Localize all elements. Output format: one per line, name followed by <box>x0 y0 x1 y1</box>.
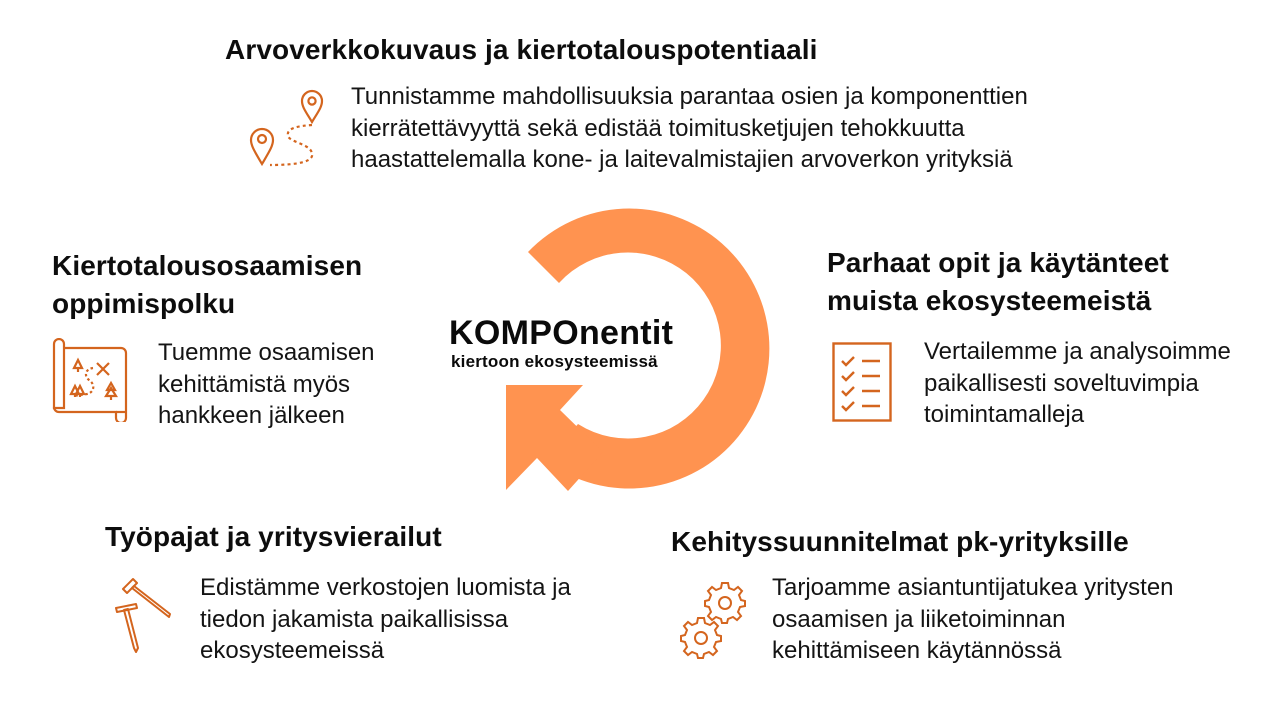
center-logo <box>449 314 673 372</box>
section-bottom-right-line: osaamisen ja liiketoiminnan <box>772 605 1066 633</box>
checklist-icon <box>832 342 892 422</box>
section-top-line: Tunnistamme mahdollisuuksia parantaa osien ja komponenttien <box>351 83 1028 110</box>
section-bottom-right-body <box>772 572 1174 667</box>
section-left-heading-line: oppimispolku <box>52 288 236 319</box>
section-bottom-right-heading: Kehityssuunnitelmat pk-yrityksille <box>671 526 1129 557</box>
section-top-line: haastattelemalla kone- ja laitevalmistajien arvoverkon yrityksiä <box>351 146 1013 173</box>
section-right-heading <box>827 244 1169 320</box>
section-top-body <box>351 81 1028 176</box>
section-left-body <box>158 337 375 432</box>
section-bottom-left-line: tiedon jakamista paikallisissa <box>200 605 509 633</box>
center-subtitle: kiertoon ekosysteemissä <box>451 352 658 371</box>
section-bottom-left-heading: Työpajat ja yritysvierailut <box>105 521 442 552</box>
section-top-heading: Arvoverkkokuvaus ja kiertotalouspotentiaali <box>225 34 818 65</box>
map-pin-route-icon <box>246 86 330 172</box>
section-right-body <box>924 336 1231 431</box>
section-bottom-left-line: Edistämme verkostojen luomista ja <box>200 574 571 601</box>
pins-icon <box>112 574 176 658</box>
section-left-line: Tuemme osaamisen <box>158 339 375 366</box>
treasure-map-icon <box>51 338 129 422</box>
section-bottom-left-line: ekosysteemeissä <box>200 637 385 664</box>
section-left-line: kehittämistä myös <box>158 370 351 398</box>
section-right-heading-line: Parhaat opit ja käytänteet <box>827 247 1169 278</box>
section-right-line: paikallisesti soveltuvimpia <box>924 369 1199 397</box>
section-right-heading-line: muista ekosysteemeistä <box>827 285 1152 316</box>
section-bottom-right-line: Tarjoamme asiantuntijatukea yritysten <box>772 574 1174 601</box>
gears-icon <box>680 580 750 664</box>
section-bottom-right-line: kehittämiseen käytännössä <box>772 637 1062 664</box>
center-title: KOMPOnentit <box>449 314 674 352</box>
section-right-line: Vertailemme ja analysoimme <box>924 338 1231 365</box>
section-left-heading <box>52 247 362 323</box>
section-left-heading-line: Kiertotalousosaamisen <box>52 250 363 281</box>
section-left-line: hankkeen jälkeen <box>158 402 345 429</box>
section-top-line: kierrätettävyyttä sekä edistää toimitusketjujen tehokkuutta <box>351 114 965 142</box>
section-bottom-left-body <box>200 572 571 667</box>
section-right-line: toimintamalleja <box>924 401 1085 428</box>
